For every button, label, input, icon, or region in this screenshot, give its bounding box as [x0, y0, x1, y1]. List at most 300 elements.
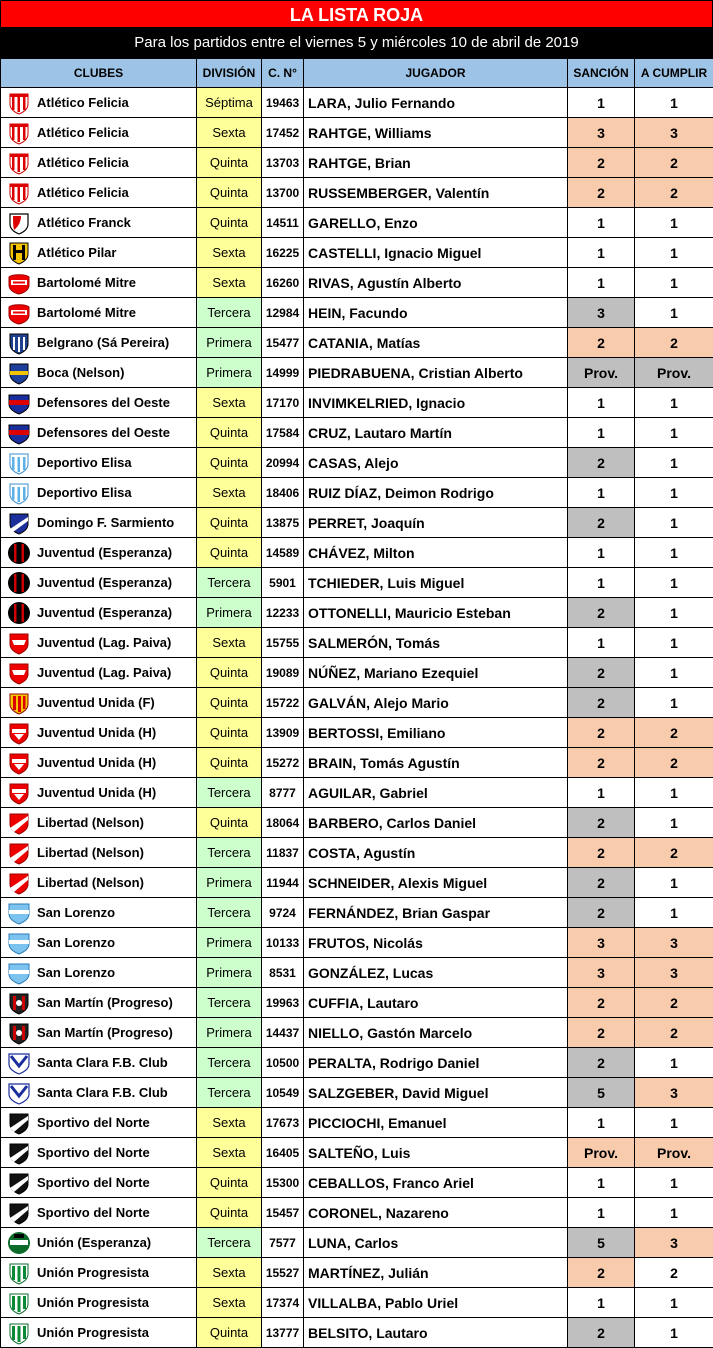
- carnet-cell: 14999: [262, 358, 304, 388]
- division-cell: Primera: [197, 328, 262, 358]
- union-progresista-crest-icon: [7, 1321, 31, 1345]
- sancion-cell: 2: [568, 838, 635, 868]
- juv-esperanza-crest-icon: [7, 601, 31, 625]
- sancion-cell: 5: [568, 1078, 635, 1108]
- club-name: Juventud Unida (H): [37, 785, 157, 800]
- carnet-cell: 19463: [262, 88, 304, 118]
- header-jugador: JUGADOR: [304, 59, 568, 88]
- table-row: [1, 778, 713, 808]
- carnet-cell: 15527: [262, 1258, 304, 1288]
- libertad-crest-icon: [7, 811, 31, 835]
- club-name: Belgrano (Sá Pereira): [37, 335, 170, 350]
- club-cell: [1, 1048, 197, 1078]
- a-cumplir-cell: Prov.: [635, 1138, 713, 1168]
- table-row: [1, 1318, 713, 1348]
- a-cumplir-cell: 1: [635, 598, 713, 628]
- union-esperanza-crest-icon: [7, 1231, 31, 1255]
- carnet-cell: 13909: [262, 718, 304, 748]
- table-row: [1, 838, 713, 868]
- carnet-cell: 13703: [262, 148, 304, 178]
- club-cell: [1, 508, 197, 538]
- sancion-cell: 3: [568, 958, 635, 988]
- division-cell: Quinta: [197, 1168, 262, 1198]
- carnet-cell: 13777: [262, 1318, 304, 1348]
- sancion-cell: 2: [568, 988, 635, 1018]
- club-cell: [1, 208, 197, 238]
- club-name: Deportivo Elisa: [37, 455, 132, 470]
- club-cell: [1, 1258, 197, 1288]
- table-row: [1, 1198, 713, 1228]
- carnet-cell: 5901: [262, 568, 304, 598]
- club-cell: [1, 1288, 197, 1318]
- carnet-cell: 7577: [262, 1228, 304, 1258]
- sancion-cell: 1: [568, 478, 635, 508]
- table-row: [1, 1108, 713, 1138]
- club-name: Defensores del Oeste: [37, 395, 170, 410]
- club-cell: [1, 598, 197, 628]
- player-cell: RAHTGE, Brian: [304, 148, 568, 178]
- elisa-crest-icon: [7, 481, 31, 505]
- table-row: [1, 268, 713, 298]
- club-name: Unión Progresista: [37, 1325, 149, 1340]
- division-cell: Tercera: [197, 1048, 262, 1078]
- player-cell: CASAS, Alejo: [304, 448, 568, 478]
- player-cell: FERNÁNDEZ, Brian Gaspar: [304, 898, 568, 928]
- san-martin-crest-icon: [7, 1021, 31, 1045]
- sancion-cell: 5: [568, 1228, 635, 1258]
- club-name: Juventud (Esperanza): [37, 545, 173, 560]
- carnet-cell: 11944: [262, 868, 304, 898]
- carnet-cell: 15477: [262, 328, 304, 358]
- player-cell: BRAIN, Tomás Agustín: [304, 748, 568, 778]
- player-cell: COSTA, Agustín: [304, 838, 568, 868]
- a-cumplir-cell: 2: [635, 148, 713, 178]
- table-row: [1, 868, 713, 898]
- sportivo-crest-icon: [7, 1141, 31, 1165]
- division-cell: Sexta: [197, 478, 262, 508]
- table-row: [1, 718, 713, 748]
- club-name: San Lorenzo: [37, 935, 116, 950]
- sancion-cell: 2: [568, 868, 635, 898]
- sancion-cell: 2: [568, 1018, 635, 1048]
- player-cell: BELSITO, Lautaro: [304, 1318, 568, 1348]
- player-cell: SALMERÓN, Tomás: [304, 628, 568, 658]
- a-cumplir-cell: 2: [635, 328, 713, 358]
- table-row: [1, 1288, 713, 1318]
- club-name: Defensores del Oeste: [37, 425, 170, 440]
- carnet-cell: 10500: [262, 1048, 304, 1078]
- club-name: Libertad (Nelson): [37, 845, 144, 860]
- defensores-crest-icon: [7, 421, 31, 445]
- a-cumplir-cell: 1: [635, 388, 713, 418]
- club-name: Atlético Felicia: [37, 95, 129, 110]
- club-name: Juventud Unida (H): [37, 725, 157, 740]
- division-cell: Sexta: [197, 388, 262, 418]
- carnet-cell: 15272: [262, 748, 304, 778]
- club-name: Bartolomé Mitre: [37, 305, 136, 320]
- table-row: [1, 658, 713, 688]
- page-subtitle: Para los partidos entre el viernes 5 y miércoles 10 de abril de 2019: [0, 28, 713, 58]
- player-cell: BARBERO, Carlos Daniel: [304, 808, 568, 838]
- table-row: [1, 988, 713, 1018]
- player-cell: CASTELLI, Ignacio Miguel: [304, 238, 568, 268]
- division-cell: Primera: [197, 868, 262, 898]
- club-name: Sportivo del Norte: [37, 1115, 150, 1130]
- player-cell: CHÁVEZ, Milton: [304, 538, 568, 568]
- juv-esperanza-crest-icon: [7, 571, 31, 595]
- club-name: Deportivo Elisa: [37, 485, 132, 500]
- carnet-cell: 16405: [262, 1138, 304, 1168]
- juv-paiva-crest-icon: [7, 631, 31, 655]
- player-cell: BERTOSSI, Emiliano: [304, 718, 568, 748]
- a-cumplir-cell: 1: [635, 268, 713, 298]
- a-cumplir-cell: 2: [635, 988, 713, 1018]
- player-cell: PERALTA, Rodrigo Daniel: [304, 1048, 568, 1078]
- division-cell: Quinta: [197, 1198, 262, 1228]
- division-cell: Primera: [197, 958, 262, 988]
- sancion-cell: Prov.: [568, 358, 635, 388]
- division-cell: Quinta: [197, 718, 262, 748]
- santa-clara-crest-icon: [7, 1081, 31, 1105]
- club-cell: [1, 808, 197, 838]
- player-cell: RIVAS, Agustín Alberto: [304, 268, 568, 298]
- club-cell: [1, 88, 197, 118]
- sancion-cell: 1: [568, 628, 635, 658]
- sancion-cell: 2: [568, 1048, 635, 1078]
- club-cell: [1, 868, 197, 898]
- club-cell: [1, 958, 197, 988]
- a-cumplir-cell: 1: [635, 508, 713, 538]
- club-cell: [1, 658, 197, 688]
- division-cell: Séptima: [197, 88, 262, 118]
- club-cell: [1, 268, 197, 298]
- table-row: [1, 1228, 713, 1258]
- a-cumplir-cell: 1: [635, 1288, 713, 1318]
- sancion-cell: 1: [568, 1168, 635, 1198]
- carnet-cell: 18064: [262, 808, 304, 838]
- club-name: Libertad (Nelson): [37, 815, 144, 830]
- division-cell: Tercera: [197, 778, 262, 808]
- club-cell: [1, 448, 197, 478]
- player-cell: CRUZ, Lautaro Martín: [304, 418, 568, 448]
- carnet-cell: 17452: [262, 118, 304, 148]
- felicia-crest-icon: [7, 121, 31, 145]
- sancion-cell: 3: [568, 118, 635, 148]
- table-row: [1, 448, 713, 478]
- division-cell: Quinta: [197, 418, 262, 448]
- a-cumplir-cell: 3: [635, 928, 713, 958]
- division-cell: Sexta: [197, 238, 262, 268]
- division-cell: Quinta: [197, 1318, 262, 1348]
- table-row: [1, 388, 713, 418]
- sanctions-table: [0, 58, 713, 1348]
- sancion-cell: 2: [568, 448, 635, 478]
- table-body: [1, 88, 713, 1348]
- player-cell: NIELLO, Gastón Marcelo: [304, 1018, 568, 1048]
- header-a-cumplir: A CUMPLIR: [635, 59, 713, 88]
- a-cumplir-cell: 2: [635, 1018, 713, 1048]
- table-row: [1, 358, 713, 388]
- player-cell: PIEDRABUENA, Cristian Alberto: [304, 358, 568, 388]
- table-row: [1, 808, 713, 838]
- club-name: Libertad (Nelson): [37, 875, 144, 890]
- player-cell: CORONEL, Nazareno: [304, 1198, 568, 1228]
- club-name: Sportivo del Norte: [37, 1205, 150, 1220]
- division-cell: Primera: [197, 928, 262, 958]
- a-cumplir-cell: 1: [635, 568, 713, 598]
- a-cumplir-cell: 1: [635, 1168, 713, 1198]
- header-clubes: CLUBES: [1, 59, 197, 88]
- club-cell: [1, 1108, 197, 1138]
- player-cell: LARA, Julio Fernando: [304, 88, 568, 118]
- sancion-cell: 1: [568, 778, 635, 808]
- table-row: [1, 1258, 713, 1288]
- club-name: Atlético Felicia: [37, 185, 129, 200]
- juv-unida-h-crest-icon: [7, 751, 31, 775]
- player-cell: LUNA, Carlos: [304, 1228, 568, 1258]
- division-cell: Quinta: [197, 688, 262, 718]
- union-progresista-crest-icon: [7, 1261, 31, 1285]
- player-cell: HEIN, Facundo: [304, 298, 568, 328]
- sancion-cell: 2: [568, 1258, 635, 1288]
- libertad-crest-icon: [7, 841, 31, 865]
- club-cell: [1, 328, 197, 358]
- division-cell: Quinta: [197, 178, 262, 208]
- carnet-cell: 17673: [262, 1108, 304, 1138]
- club-cell: [1, 298, 197, 328]
- club-name: Domingo F. Sarmiento: [37, 515, 175, 530]
- division-cell: Tercera: [197, 1078, 262, 1108]
- table-row: [1, 478, 713, 508]
- a-cumplir-cell: 1: [635, 778, 713, 808]
- mitre-crest-icon: [7, 301, 31, 325]
- sancion-cell: 2: [568, 508, 635, 538]
- club-name: Sportivo del Norte: [37, 1145, 150, 1160]
- carnet-cell: 10549: [262, 1078, 304, 1108]
- club-name: Sportivo del Norte: [37, 1175, 150, 1190]
- a-cumplir-cell: 1: [635, 688, 713, 718]
- club-name: Juventud (Esperanza): [37, 605, 173, 620]
- a-cumplir-cell: 1: [635, 448, 713, 478]
- club-cell: [1, 1198, 197, 1228]
- table-row: [1, 928, 713, 958]
- sancion-cell: Prov.: [568, 1138, 635, 1168]
- carnet-cell: 14437: [262, 1018, 304, 1048]
- table-row: [1, 538, 713, 568]
- division-cell: Sexta: [197, 268, 262, 298]
- club-name: San Martín (Progreso): [37, 995, 173, 1010]
- club-cell: [1, 478, 197, 508]
- carnet-cell: 15722: [262, 688, 304, 718]
- header-sancion: SANCIÓN: [568, 59, 635, 88]
- sancion-cell: 2: [568, 658, 635, 688]
- san-lorenzo-crest-icon: [7, 961, 31, 985]
- sancion-cell: 2: [568, 718, 635, 748]
- table-row: [1, 898, 713, 928]
- sancion-cell: 1: [568, 238, 635, 268]
- a-cumplir-cell: 1: [635, 88, 713, 118]
- table-row: [1, 418, 713, 448]
- sancion-cell: 3: [568, 928, 635, 958]
- a-cumplir-cell: 1: [635, 1318, 713, 1348]
- player-cell: INVIMKELRIED, Ignacio: [304, 388, 568, 418]
- sancion-cell: 2: [568, 148, 635, 178]
- division-cell: Quinta: [197, 538, 262, 568]
- pilar-crest-icon: [7, 241, 31, 265]
- club-name: Atlético Pilar: [37, 245, 117, 260]
- juv-esperanza-crest-icon: [7, 541, 31, 565]
- table-row: [1, 208, 713, 238]
- sancion-cell: 1: [568, 1198, 635, 1228]
- player-cell: OTTONELLI, Mauricio Esteban: [304, 598, 568, 628]
- division-cell: Primera: [197, 358, 262, 388]
- felicia-crest-icon: [7, 91, 31, 115]
- boca-crest-icon: [7, 361, 31, 385]
- club-cell: [1, 898, 197, 928]
- table-row: [1, 1048, 713, 1078]
- player-cell: CATANIA, Matías: [304, 328, 568, 358]
- defensores-crest-icon: [7, 391, 31, 415]
- mitre-crest-icon: [7, 271, 31, 295]
- libertad-crest-icon: [7, 871, 31, 895]
- player-cell: AGUILAR, Gabriel: [304, 778, 568, 808]
- player-cell: PERRET, Joaquín: [304, 508, 568, 538]
- table-row: [1, 328, 713, 358]
- club-cell: [1, 358, 197, 388]
- club-name: Atlético Felicia: [37, 155, 129, 170]
- franck-crest-icon: [7, 211, 31, 235]
- club-cell: [1, 238, 197, 268]
- sancion-cell: 2: [568, 748, 635, 778]
- table-row: [1, 1168, 713, 1198]
- sancion-cell: 3: [568, 298, 635, 328]
- a-cumplir-cell: 1: [635, 1198, 713, 1228]
- player-cell: TCHIEDER, Luis Miguel: [304, 568, 568, 598]
- a-cumplir-cell: 2: [635, 748, 713, 778]
- sancion-cell: 2: [568, 1318, 635, 1348]
- san-lorenzo-crest-icon: [7, 901, 31, 925]
- sancion-cell: 2: [568, 328, 635, 358]
- carnet-cell: 17374: [262, 1288, 304, 1318]
- division-cell: Quinta: [197, 808, 262, 838]
- sancion-cell: 2: [568, 598, 635, 628]
- club-name: Juventud Unida (H): [37, 755, 157, 770]
- club-cell: [1, 178, 197, 208]
- sancion-cell: 1: [568, 88, 635, 118]
- table-row: [1, 688, 713, 718]
- sancion-cell: 1: [568, 1108, 635, 1138]
- table-row: [1, 748, 713, 778]
- division-cell: Tercera: [197, 1228, 262, 1258]
- club-name: San Martín (Progreso): [37, 1025, 173, 1040]
- carnet-cell: 8531: [262, 958, 304, 988]
- player-cell: CEBALLOS, Franco Ariel: [304, 1168, 568, 1198]
- club-cell: [1, 718, 197, 748]
- player-cell: SALZGEBER, David Miguel: [304, 1078, 568, 1108]
- table-header: [1, 59, 713, 88]
- a-cumplir-cell: 1: [635, 1048, 713, 1078]
- player-cell: VILLALBA, Pablo Uriel: [304, 1288, 568, 1318]
- club-cell: [1, 1168, 197, 1198]
- player-cell: FRUTOS, Nicolás: [304, 928, 568, 958]
- club-cell: [1, 838, 197, 868]
- club-cell: [1, 568, 197, 598]
- belgrano-crest-icon: [7, 331, 31, 355]
- club-name: Unión Progresista: [37, 1265, 149, 1280]
- a-cumplir-cell: 2: [635, 838, 713, 868]
- a-cumplir-cell: 1: [635, 418, 713, 448]
- a-cumplir-cell: 1: [635, 208, 713, 238]
- club-name: Juventud (Lag. Paiva): [37, 635, 172, 650]
- division-cell: Sexta: [197, 118, 262, 148]
- carnet-cell: 11837: [262, 838, 304, 868]
- division-cell: Quinta: [197, 508, 262, 538]
- sancion-cell: 1: [568, 538, 635, 568]
- a-cumplir-cell: 1: [635, 238, 713, 268]
- player-cell: NÚÑEZ, Mariano Ezequiel: [304, 658, 568, 688]
- a-cumplir-cell: 1: [635, 478, 713, 508]
- carnet-cell: 13875: [262, 508, 304, 538]
- a-cumplir-cell: 1: [635, 538, 713, 568]
- sancion-cell: 2: [568, 688, 635, 718]
- carnet-cell: 17170: [262, 388, 304, 418]
- club-name: Atlético Felicia: [37, 125, 129, 140]
- division-cell: Quinta: [197, 448, 262, 478]
- club-cell: [1, 1078, 197, 1108]
- sportivo-crest-icon: [7, 1111, 31, 1135]
- a-cumplir-cell: 1: [635, 898, 713, 928]
- club-name: Juventud (Esperanza): [37, 575, 173, 590]
- header-division: DIVISIÓN: [197, 59, 262, 88]
- player-cell: CUFFIA, Lautaro: [304, 988, 568, 1018]
- division-cell: Quinta: [197, 658, 262, 688]
- carnet-cell: 14511: [262, 208, 304, 238]
- club-cell: [1, 1138, 197, 1168]
- division-cell: Tercera: [197, 298, 262, 328]
- juv-unida-f-crest-icon: [7, 691, 31, 715]
- sancion-cell: 2: [568, 808, 635, 838]
- club-name: Santa Clara F.B. Club: [37, 1055, 168, 1070]
- a-cumplir-cell: 1: [635, 658, 713, 688]
- san-martin-crest-icon: [7, 991, 31, 1015]
- table-row: [1, 958, 713, 988]
- club-cell: [1, 1318, 197, 1348]
- table-row: [1, 598, 713, 628]
- a-cumplir-cell: 1: [635, 808, 713, 838]
- player-cell: SCHNEIDER, Alexis Miguel: [304, 868, 568, 898]
- player-cell: PICCIOCHI, Emanuel: [304, 1108, 568, 1138]
- sancion-cell: 1: [568, 388, 635, 418]
- club-cell: [1, 418, 197, 448]
- table-row: [1, 568, 713, 598]
- carnet-cell: 8777: [262, 778, 304, 808]
- division-cell: Quinta: [197, 748, 262, 778]
- sancion-cell: 2: [568, 898, 635, 928]
- sancion-cell: 1: [568, 208, 635, 238]
- carnet-cell: 10133: [262, 928, 304, 958]
- a-cumplir-cell: 3: [635, 1078, 713, 1108]
- table-row: [1, 88, 713, 118]
- sancion-cell: 1: [568, 1288, 635, 1318]
- club-cell: [1, 748, 197, 778]
- a-cumplir-cell: 2: [635, 178, 713, 208]
- sportivo-crest-icon: [7, 1201, 31, 1225]
- sancion-cell: 1: [568, 268, 635, 298]
- carnet-cell: 12984: [262, 298, 304, 328]
- player-cell: RUSSEMBERGER, Valentín: [304, 178, 568, 208]
- san-lorenzo-crest-icon: [7, 931, 31, 955]
- club-name: Boca (Nelson): [37, 365, 125, 380]
